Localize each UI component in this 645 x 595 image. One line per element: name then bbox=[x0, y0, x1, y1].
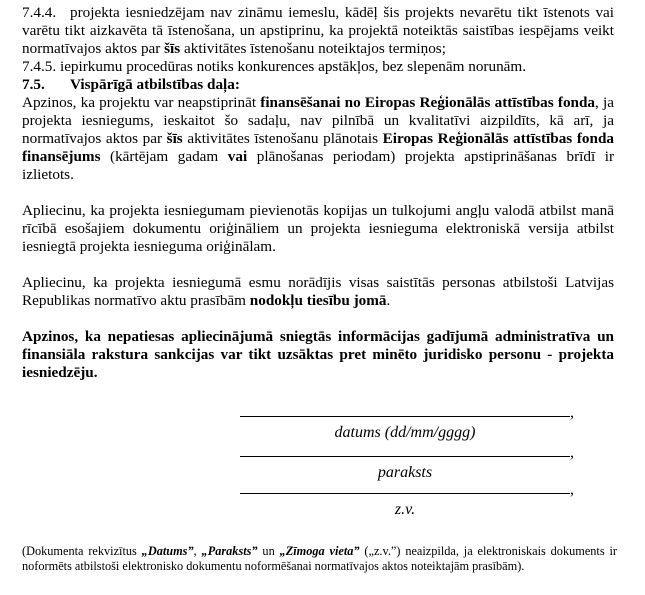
text: , ja projekta iesniegums, ieskaitot šo sadaļu, nav pilnībā un kvalitatīvi aizpildīts, kā arī, ja normatīvajos aktos par bbox=[22, 94, 615, 147]
paragraph-related-persons bbox=[22, 274, 614, 310]
section-7-5-heading bbox=[22, 76, 614, 94]
term-zimoga: „Zīmoga vieta” bbox=[279, 544, 360, 558]
bold-text: šīs bbox=[164, 40, 181, 57]
text: („z.v.”) neaizpilda, ja elektroniskais dokuments ir noformēts atbilstoši elektronisko dokumentu noformēšanai normatīvajos aktos noteiktajām prasībām). bbox=[22, 544, 617, 573]
date-line[interactable] bbox=[240, 404, 570, 417]
text: plānošanas periodam) projekta apstiprināšanas brīdī ir izlietots. bbox=[22, 148, 614, 183]
signature-block bbox=[240, 444, 580, 482]
text: Apliecinu, ka projekta iesniegumā esmu norādījis visas saistītās personas atbilstoši Latvijas Republikas normatīvo aktu prasībām bbox=[22, 274, 614, 309]
text: (Dokumenta rekvizītus bbox=[22, 544, 142, 558]
footnote bbox=[22, 544, 617, 574]
text: , bbox=[193, 544, 202, 558]
text: un bbox=[257, 544, 280, 558]
date-label: datums (dd/mm/gggg) bbox=[334, 424, 476, 441]
text: . bbox=[386, 292, 391, 309]
bold-text: nodokļu tiesību jomā bbox=[249, 292, 387, 309]
paragraph-copies: Apliecinu, ka projekta iesniegumam pievienotās kopijas un tulkojumi angļu valodā atbilst manā rīcībā esošajiem dokumentu oriģināliem un projekta iesnieguma elektroniskā versija atbilst iesniegtā projekta iesnieguma oriģinālam. bbox=[22, 202, 614, 255]
text: (kārtējam gadam bbox=[100, 148, 228, 165]
seal-block bbox=[240, 481, 580, 519]
section-number: 7.5. bbox=[22, 76, 45, 93]
clause-7-4-4 bbox=[22, 4, 614, 58]
text: Apzinos, ka projektu var neapstiprināt bbox=[22, 94, 261, 111]
clause-text: iepirkumu procedūras notiks konkurences apstākļos, bez slepenām norunām. bbox=[59, 58, 527, 75]
signature-label: paraksts bbox=[377, 464, 433, 481]
clause-text-end: aktivitātes īstenošanu noteiktajos termiņos; bbox=[180, 40, 446, 57]
comma: , bbox=[570, 404, 574, 421]
text: aktivitātes īstenošanu plānotais bbox=[182, 130, 383, 147]
term-datums: „Datums” bbox=[141, 544, 194, 558]
section-title: Vispārīgā atbilstības daļa: bbox=[70, 76, 240, 93]
seal-label: z.v. bbox=[394, 501, 416, 518]
bold-text: vai bbox=[227, 148, 248, 165]
seal-line[interactable] bbox=[240, 481, 570, 494]
document-body bbox=[22, 4, 614, 382]
comma: , bbox=[570, 444, 574, 461]
clause-number: 7.4.4. bbox=[22, 4, 57, 21]
clause-number: 7.4.5. bbox=[22, 58, 57, 75]
bold-text: Eiropas Reģionālās attīstības fonda finansējums bbox=[22, 130, 614, 165]
paragraph-sanctions: Apzinos, ka nepatiesas apliecinājumā sniegtās informācijas gadījumā administratīva un finansiāla rakstura sankcijas var tikt uzsāktas pret minēto juridisko personu - projekta iesniedzēju. bbox=[22, 328, 614, 381]
bold-text: šīs bbox=[166, 130, 183, 147]
paragraph-eligibility bbox=[22, 94, 614, 184]
bold-text: finansēšanai no Eiropas Reģionālās attīstības fonda bbox=[260, 94, 596, 111]
date-signature-block bbox=[240, 404, 580, 442]
term-paraksts: „Paraksts” bbox=[201, 544, 258, 558]
comma: , bbox=[570, 481, 574, 498]
clause-7-4-5 bbox=[22, 58, 614, 76]
signature-line[interactable] bbox=[240, 444, 570, 457]
clause-text: projekta iesniedzējam nav zināmu iemeslu, kādēļ šis projekts nevarētu tikt īstenots vai varētu tikt aizkavēta tā īstenošana, un apstiprinu, ka projektā noteiktās saistības iespējams veikt normatīvajos aktos par bbox=[22, 4, 614, 57]
